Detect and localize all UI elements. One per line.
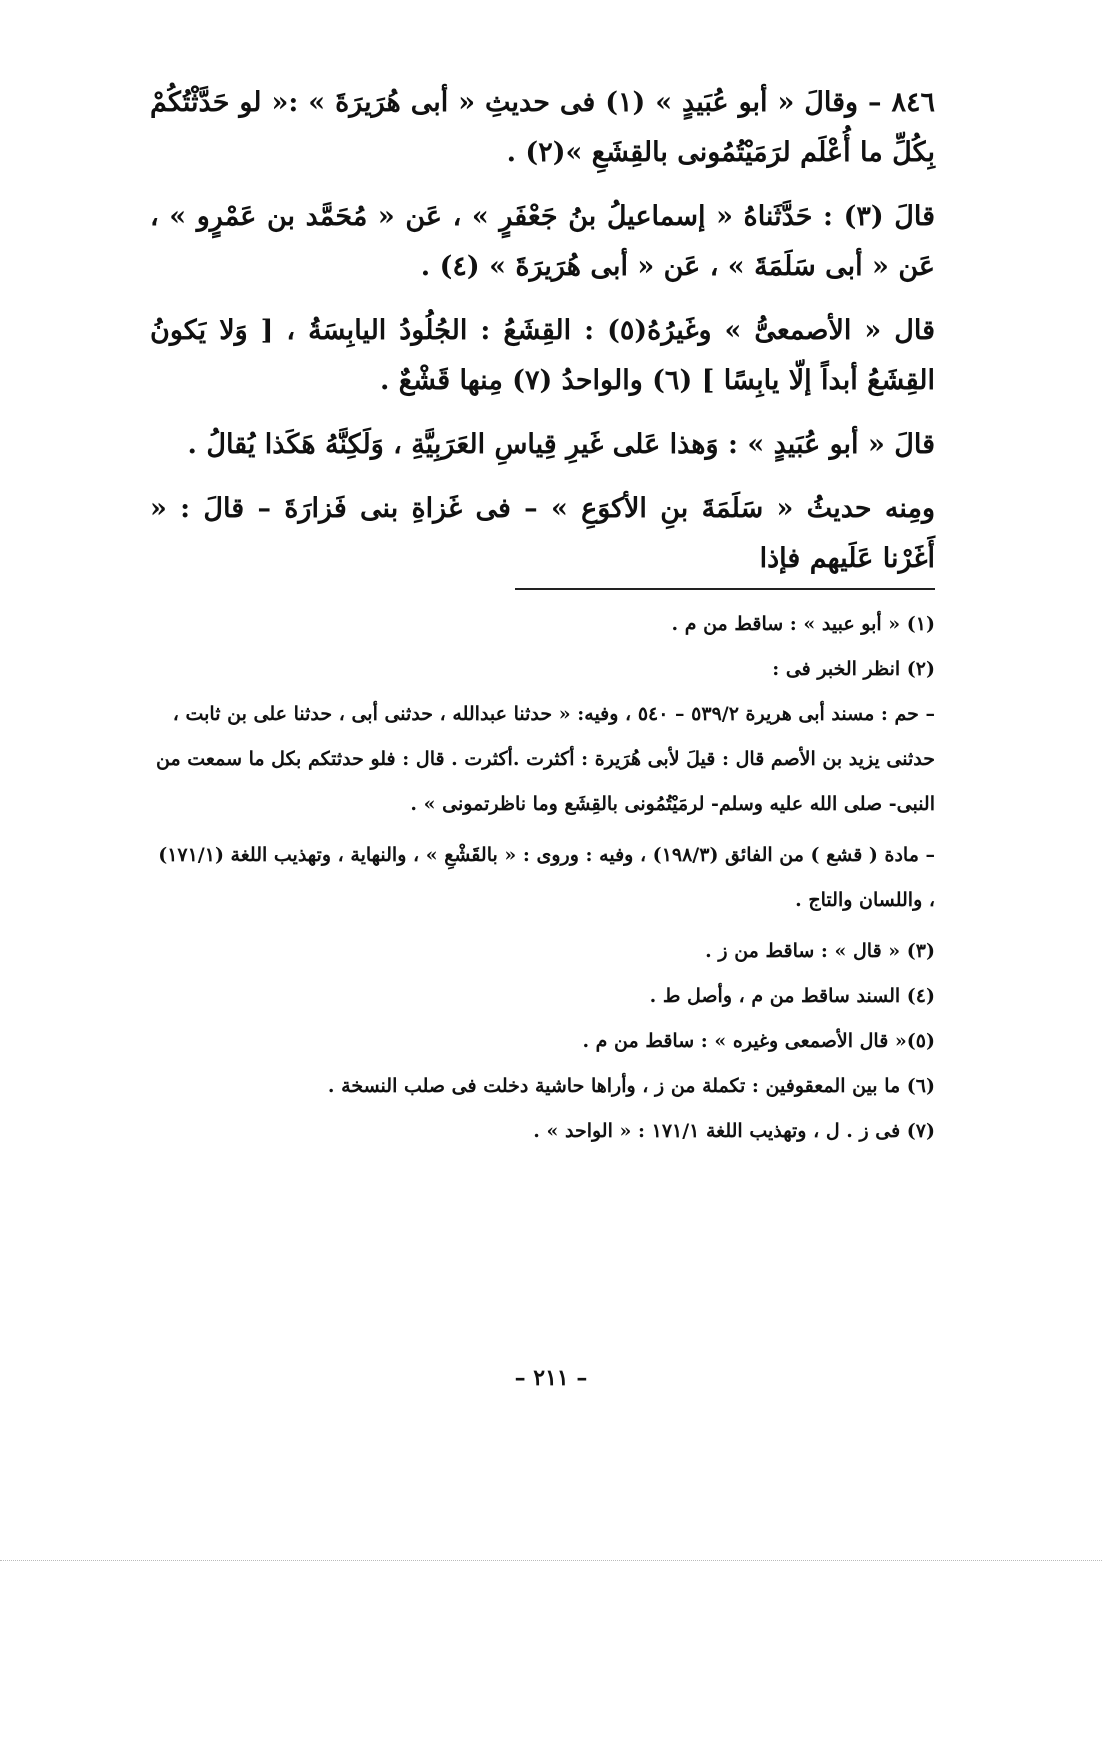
page-number: – ٢١١ – bbox=[514, 1365, 588, 1391]
footnote-6: (٦) ما بين المعقوفين : تكملة من ز ، وأراها حاشية دخلت فى صلب النسخة . bbox=[327, 1075, 935, 1097]
footnote-2: (٢) انظر الخبر فى : bbox=[772, 658, 935, 680]
paragraph-abu-ubaid: قالَ « أبو عُبَيدٍ » : وَهذا عَلى غَيرِ قِياسِ العَرَبِيَّةِ ، وَلَكِنَّهُ هَكَذا يُقالُ . bbox=[187, 429, 935, 460]
footnote-4: (٤) السند ساقط من م ، وأصل ط . bbox=[649, 985, 935, 1007]
scan-artifact-line bbox=[0, 1560, 1102, 1561]
footnote-1: (١) « أبو عبيد » : ساقط من م . bbox=[671, 613, 935, 635]
paragraph-asmai: قال « الأصمعىُّ » وغَيرُهُ(٥) : القِشَعُ : الجُلُودُ اليابِسَةُ ، [ وَلا يَكونُ القِشَعُ أبداً إلّا يابِسًا ] (٦) والواحدُ (٧) مِنها قَشْعٌ . bbox=[150, 315, 935, 396]
footnote-5: (٥)« قال الأصمعى وغيره » : ساقط من م . bbox=[582, 1030, 935, 1052]
footnote-7: (٧) فى ز . ل ، وتهذيب اللغة ١٧١/١ : « الواحد » . bbox=[533, 1120, 935, 1142]
paragraph-salama: ومِنه حديثُ « سَلَمَةَ بنِ الأكوَعِ » – فى غَزاةِ بنى فَزارَةَ – قالَ : « أَغَرْنا عَلَيهم فإذا bbox=[150, 493, 935, 574]
footnote-separator bbox=[515, 588, 935, 590]
main-text bbox=[150, 78, 935, 598]
footnote-2-musnad: – حم : مسند أبى هريرة ٥٣٩/٢ – ٥٤٠ ، وفيه: « حدثنا عبدالله ، حدثنى أبى ، حدثنا على بن ثابت ، حدثنى يزيد بن الأصم قال : قيلَ لأبى هُرَيرة : أكثرت .أكثرت . قال : فلو حدثتكم بكل ما سمعت من النبى- صلى الله عليه وسلم- لرمَيْتُمُونى بالقِشَع وما ناظرتمونى » . bbox=[156, 703, 935, 815]
footnote-3: (٣) « قال » : ساقط من ز . bbox=[705, 940, 935, 962]
footnotes bbox=[150, 602, 935, 1154]
paragraph-846: ٨٤٦ – وقالَ « أبو عُبَيدٍ » (١) فى حديثِ « أبى هُرَيرَةَ » :« لو حَدَّثْتُكُمْ بِكُلِّ ما أُعْلَم لرَمَيْتُمُونى بالقِشَعِ »(٢) . bbox=[150, 87, 935, 168]
paragraph-isnad: قالَ (٣) : حَدَّثَناهُ « إسماعيلُ بنُ جَعْفَرٍ » ، عَن « مُحَمَّد بن عَمْرٍو » ، عَن « أبى سَلَمَةَ » ، عَن « أبى هُرَيرَةَ » (٤) . bbox=[150, 201, 935, 282]
footnote-2-sources: – مادة ( قشع ) من الفائق (١٩٨/٣) ، وفيه : وروى : « بالقَشْعِ » ، والنهاية ، وتهذيب اللغة (١٧١/١) ، واللسان والتاج . bbox=[158, 844, 935, 911]
